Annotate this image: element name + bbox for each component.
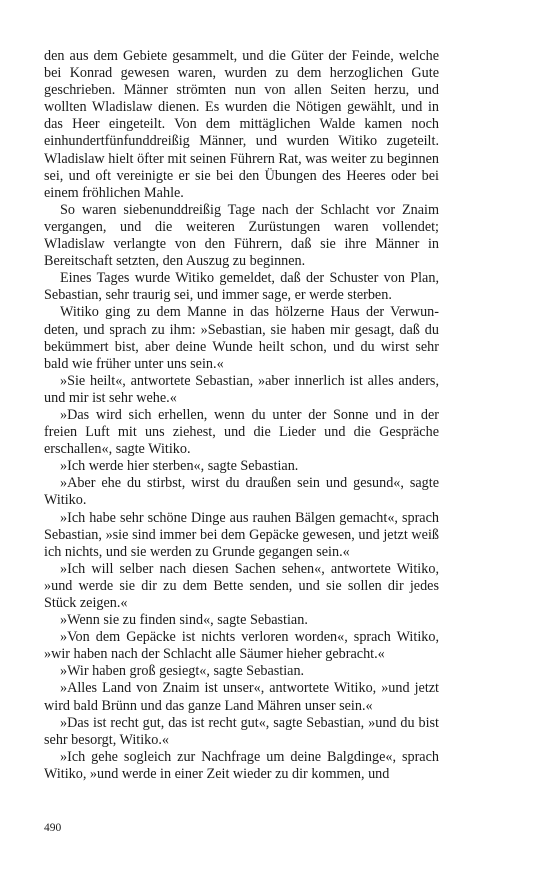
paragraph: »Aber ehe du stirbst, wirst du draußen sein und gesund«, sagte Witiko. — [44, 475, 439, 509]
paragraph: So waren siebenunddreißig Tage nach der Schlacht vor Znaim vergangen, und die weiteren Zurüstungen waren vollendet; Wladislaw verlangte von den Führern, daß sie ihre Männer in Bereitschaft setzten, den Auszug zu beginnen. — [44, 201, 439, 270]
paragraph: »Wir haben groß gesiegt«, sagte Sebastian. — [60, 663, 305, 680]
paragraph: »Ich werde hier sterben«, sagte Sebastian. — [60, 458, 299, 475]
paragraph: »Ich will selber nach diesen Sachen sehen«, antwortete Witiko, »und werde sie dir zu dem Bette senden, und sie sollen dir jedes Stück zeigen.« — [44, 560, 439, 611]
paragraph: »Ich gehe sogleich zur Nachfrage um deine Balgdinge«, sprach Witiko, »und werde in einer Zeit wieder zu dir kommen, und — [44, 748, 439, 782]
paragraph: Eines Tages wurde Witiko gemeldet, daß der Schuster von Plan, Sebastian, sehr traurig sei, und immer sage, er werde sterben. — [44, 270, 439, 304]
body-text — [44, 48, 439, 783]
paragraph: »Wenn sie zu finden sind«, sagte Sebastian. — [60, 612, 308, 629]
paragraph: »Das ist recht gut, das ist recht gut«, sagte Sebastian, »und du bist sehr besorgt, Witiko.« — [44, 714, 439, 748]
paragraph: »Sie heilt«, antwortete Sebastian, »aber innerlich ist alles anders, und mir ist sehr wehe.« — [44, 372, 439, 406]
paragraph: »Das wird sich erhellen, wenn du unter der Sonne und in der freien Luft mit uns ziehest, und die Lieder und die Gespräche erschallen«, sagte Witiko. — [44, 406, 439, 458]
paragraph: »Ich habe sehr schöne Dinge aus rauhen Bälgen gemacht«, sprach Sebastian, »sie sind immer bei dem Gepäcke gewesen, und jetzt weiß ich nichts, und sie werden zu Grunde gegangen sein.« — [44, 509, 439, 560]
page-number: 490 — [44, 822, 62, 834]
paragraph: »Von dem Gepäcke ist nichts verloren worden«, sprach Witiko, »wir haben nach der Schlacht alle Säumer hieher gebracht.« — [44, 629, 439, 663]
paragraph: den aus dem Gebiete gesammelt, und die Güter der Feinde, welche bei Konrad gewesen waren, wurden zu dem herzoglichen Gute geschrieben. Männer strömten nun von allen Seiten herzu, und wollten Wladislaw dienen. Es wurden die Nötigen gewählt, und in das Heer eingeteilt. Von dem mittäglichen Walde kamen noch einhundertfünfunddreißig Männer, und wurden Witiko zugeteilt. Wladislaw hielt öfter mit seinen Führern Rat, was weiter zu beginnen sei, und oft vereinigte er sie bei den Übungen des Heeres oder bei einem fröhlichen Mahle. — [44, 48, 439, 201]
paragraph: Witiko ging zu dem Manne in das hölzerne Haus der Verwundeten, und sprach zu ihm: »Sebastian, sie haben mir gesagt, daß du bekümmert bist, aber deine Wunde heilt schon, und du wirst sehr bald wie früher unter uns sein.« — [44, 304, 439, 372]
paragraph: »Alles Land von Znaim ist unser«, antwortete Witiko, »und jetzt wird bald Brünn und das ganze Land Mähren unser sein.« — [44, 680, 439, 714]
